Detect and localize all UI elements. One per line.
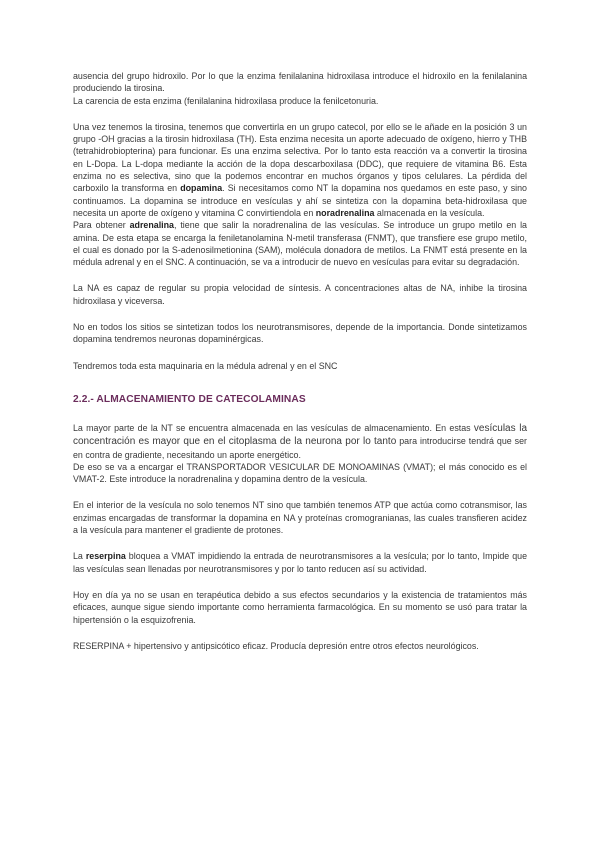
paragraph-reserpine-summary: RESERPINA + hipertensivo y antipsicótico eficaz. Producía depresión entre otros efectos neurológicos. — [73, 640, 479, 651]
paragraph-synthesis-sites: No en todos los sitios se sintetizan todos los neurotransmisores, depende de la importancia. Donde sintetizamos dopamina tendremos neuronas dopaminérgicas. — [73, 322, 527, 345]
paragraph-vesicle-interior: En el interior de la vesícula no solo tenemos NT sino que también tenemos ATP que actúa como cotransmisor, las enzimas encargadas de transformar la dopamina en NA y proteínas cromogranianas, las cuales transfieren acidez a la vesícula para mantener el gradiente de protones. — [73, 500, 527, 536]
paragraph-therapeutics: Hoy en día ya no se usan en terapéutica debido a sus efectos secundarios y la existencia de tratamientos más eficaces, aunque sigue siendo importante como herramienta farmacológica. En su momento se usó para tratar la hipertensión o la esquizofrenia. — [73, 589, 527, 625]
term-reserpina: reserpina — [85, 551, 126, 562]
paragraph-na-regulation: La NA es capaz de regular su propia velocidad de síntesis. A concentraciones altas de NA, inhibe la tirosina hidroxilasa y viceversa. — [73, 283, 527, 306]
paragraph-phenylketonuria: La carencia de esta enzima (fenilalanina hidroxilasa produce la fenilcetonuria. — [73, 95, 379, 106]
paragraph-adrenaline: Para obtener adrenalina, tiene que salir la noradrenalina de las vesículas. Se introduce un grupo metilo en la amina. De esta etapa se encarga la feniletanolamina N-metil transferasa (FNMT), que transfiere ese grupo metilo, el cual es donado por la S-adenosilmetionina (SAM), molécula donadora de metilos. La FNMT está presente en la médula adrenal y en el SNC. A continuación, se va a introducir de nuevo en vesículas para evitar su degradación. — [73, 220, 527, 268]
term-dopamina: dopamina — [180, 183, 223, 194]
section-title: 2.2.- ALMACENAMIENTO DE CATECOLAMINAS — [73, 393, 306, 405]
term-adrenalina: adrenalina — [129, 220, 174, 231]
term-noradrenalina: noradrenalina — [315, 207, 375, 218]
paragraph-storage: La mayor parte de la NT se encuentra almacenada en las vesículas de almacenamiento. En estas vesículas la concentración es mayor que en el citoplasma de la neurona por lo tanto para introducirse tendrá que ser en contra de gradiente, necesitando un aporte energético. — [73, 422, 528, 460]
paragraph-tyrosine-synthesis: Una vez tenemos la tirosina, tenemos que convertirla en un grupo catecol, por ello se le añade en la posición 3 un grupo -OH gracias a la tirosin hidroxilasa (TH). Esta enzima necesita un aporte adecuado de oxígeno, hierro y THB (tetrahidrobiopterina) para funcionar. Es una enzima selectiva. Por lo tanto esta reacción va a convertir la tirosina en L-Dopa. La L-dopa mediante la acción de la dopa descarboxilasa (DDC), que requiere de vitamina B6. Esta enzima no es selectiva, sino que la podemos encontrar en muchos órganos y tipos celulares. La pérdida del carboxilo la transforma en dopamina. Si necesitamos como NT la dopamina nos quedamos en este paso, y sino continuamos. La dopamina se introduce en vesículas y ahí se sintetiza con la dopamina beta-hidroxilasa que necesita un aporte de oxígeno y vitamina C convirtiendola en noradrenalina almacenada en la vesícula. — [73, 121, 527, 218]
paragraph-machinery: Tendremos toda esta maquinaria en la médula adrenal y en el SNC — [73, 360, 338, 371]
paragraph-vmat: De eso se va a encargar el TRANSPORTADOR VESICULAR DE MONOAMINAS (VMAT); el más conocido es el VMAT-2. Este introduce la noradrenalina y dopamina dentro de la vesícula. — [73, 461, 527, 485]
paragraph-phenylalanine: ausencia del grupo hidroxilo. Por lo que la enzima fenilalanina hidroxilasa introduce el hidroxilo en la fenilalanina produciendo la tirosina. — [73, 71, 527, 94]
paragraph-reserpine: La reserpina bloquea a VMAT impidiendo la entrada de neurotransmisores a la vesícula; por lo tanto, Impide que las vesículas sean llenadas por neurotransmisores y por lo tanto reducen así su actividad. — [73, 551, 528, 574]
